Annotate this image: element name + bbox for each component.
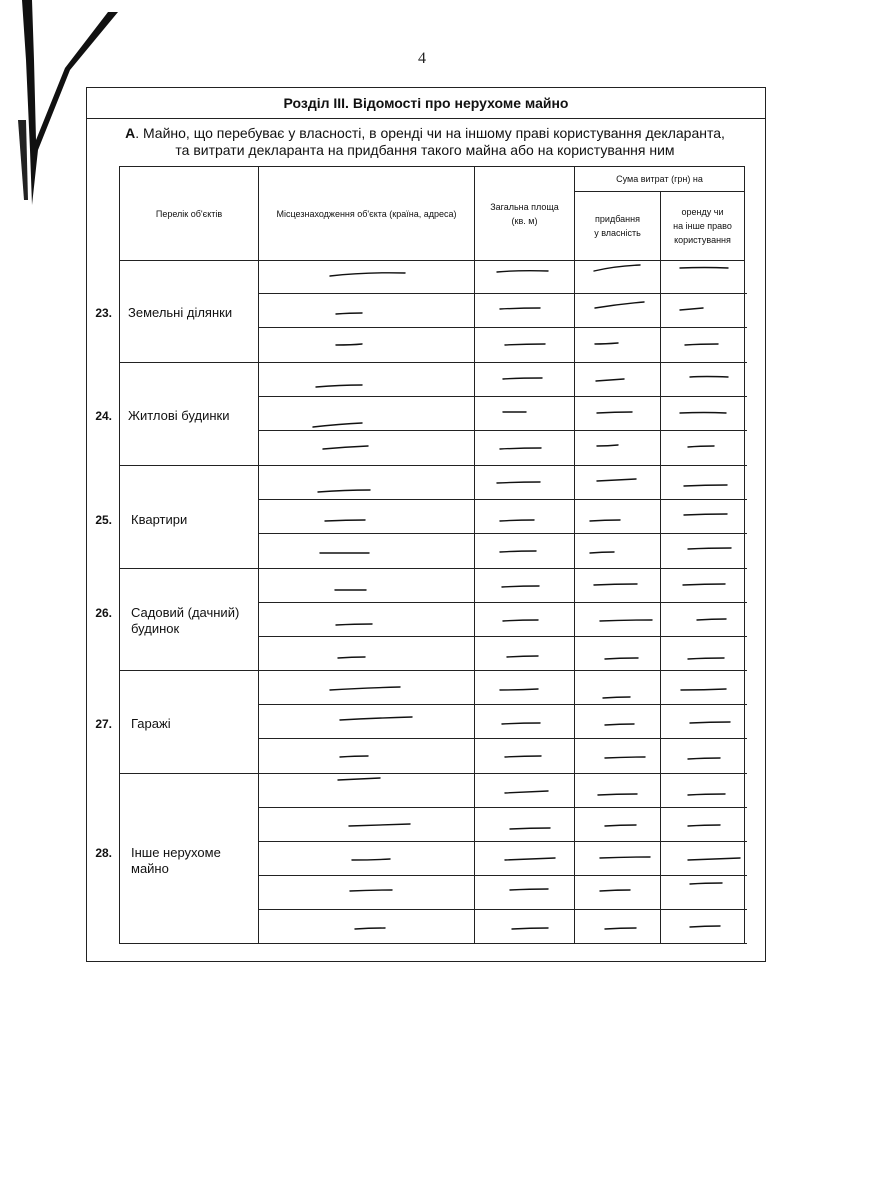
dash-mark — [340, 756, 368, 757]
dash-mark — [605, 724, 634, 725]
dash-mark — [325, 520, 365, 521]
dash-mark — [685, 344, 718, 345]
dash-mark — [350, 890, 392, 891]
dash-mark — [355, 928, 385, 929]
dash-mark — [605, 825, 636, 826]
header-rent-line1: оренду чи — [681, 207, 724, 217]
dash-mark — [500, 308, 540, 309]
dash-mark — [336, 313, 362, 314]
dash-mark — [603, 697, 630, 698]
header-objects: Перелік об'єктів — [155, 208, 223, 219]
dash-mark — [510, 828, 550, 829]
section-title: Розділ III. Відомості про нерухоме майно — [86, 87, 766, 119]
dash-mark — [680, 268, 728, 269]
dash-mark — [510, 889, 548, 890]
dash-mark — [600, 890, 630, 891]
dash-mark — [597, 479, 636, 481]
dash-mark — [600, 620, 652, 621]
header-rent-line3: користування — [674, 235, 731, 245]
dash-mark — [590, 552, 614, 553]
dash-mark — [594, 265, 640, 271]
dash-mark — [336, 344, 362, 345]
row-number: 24. — [95, 409, 112, 423]
dash-mark — [594, 584, 637, 585]
dash-mark — [330, 273, 405, 276]
row-number: 23. — [95, 306, 112, 320]
dash-mark — [500, 520, 534, 521]
dash-mark — [688, 825, 720, 826]
header-rent-line2: на інше право — [673, 221, 732, 231]
dash-mark — [688, 794, 725, 795]
row-label: Житлові будинки — [128, 408, 230, 423]
dash-mark — [502, 723, 540, 724]
row-label: Квартири — [131, 512, 188, 527]
dash-mark — [505, 791, 548, 793]
dash-mark — [330, 687, 400, 690]
dash-mark — [338, 778, 380, 780]
dash-mark — [680, 413, 726, 414]
dash-mark — [336, 624, 372, 625]
dash-mark — [684, 514, 727, 515]
dash-mark — [503, 620, 538, 621]
dash-mark — [595, 302, 644, 308]
dash-mark — [349, 824, 410, 826]
dash-mark — [507, 656, 538, 657]
dash-mark — [313, 423, 362, 427]
dash-mark — [500, 551, 536, 552]
dash-mark — [318, 490, 370, 492]
dash-mark — [605, 757, 645, 758]
dash-mark — [352, 859, 390, 860]
dash-mark — [505, 756, 541, 757]
dash-mark — [688, 446, 714, 447]
row-number: 25. — [95, 513, 112, 527]
row-label: Садовий (дачний) будинок — [131, 605, 240, 636]
row-number: 28. — [95, 846, 112, 860]
dash-mark — [680, 308, 703, 310]
header-expenses: Сума витрат (грн) на — [616, 174, 703, 184]
dash-mark — [497, 271, 548, 272]
row-number: 26. — [95, 606, 112, 620]
dash-mark — [597, 412, 632, 413]
subsection-line2: та витрати декларанта на придбання такого майна або на користування ним — [175, 142, 675, 158]
header-location: Місцезнаходження об'єкта (країна, адреса) — [276, 208, 457, 219]
dash-mark — [500, 689, 538, 690]
subsection-letter: А — [125, 125, 136, 141]
dash-mark — [597, 445, 618, 446]
dash-mark — [512, 928, 548, 929]
dash-mark — [690, 722, 730, 723]
row-label: Земельні ділянки — [128, 305, 233, 320]
dash-mark — [690, 883, 722, 884]
dash-mark — [688, 858, 740, 860]
dash-mark — [688, 548, 731, 549]
dash-mark — [598, 794, 637, 795]
dash-mark — [600, 857, 650, 858]
dash-mark — [590, 520, 620, 521]
dash-mark — [596, 379, 624, 381]
header-area-line2: (кв. м) — [511, 215, 538, 226]
row-label: Інше нерухоме майно — [131, 845, 221, 876]
dash-mark — [595, 343, 618, 344]
dash-mark — [323, 446, 368, 449]
dash-mark — [688, 758, 720, 759]
dash-mark — [697, 619, 726, 620]
header-purchase-line1: придбання — [595, 214, 640, 224]
dash-mark — [316, 385, 362, 387]
dash-mark — [338, 657, 365, 658]
row-label: Гаражі — [131, 716, 171, 731]
dash-mark — [500, 448, 541, 449]
header-area-line1: Загальна площа — [490, 201, 559, 212]
dash-mark — [690, 377, 728, 378]
dash-mark — [502, 586, 539, 587]
dash-mark — [505, 344, 545, 345]
dash-mark — [690, 926, 720, 927]
dash-mark — [605, 928, 636, 929]
dash-mark — [340, 717, 412, 720]
dash-mark — [503, 378, 542, 379]
page-number: 4 — [418, 50, 426, 67]
subsection-line1: . Майно, що перебуває у власності, в оренді чи на іншому праві користування декларанта, — [135, 125, 725, 141]
dash-mark — [688, 658, 724, 659]
dash-mark — [684, 485, 727, 486]
dash-mark — [505, 858, 555, 860]
dash-mark — [497, 482, 540, 483]
header-purchase-line2: у власність — [594, 228, 641, 238]
dash-mark — [681, 689, 726, 690]
dash-mark — [605, 658, 638, 659]
row-number: 27. — [95, 717, 112, 731]
dash-mark — [683, 584, 725, 585]
